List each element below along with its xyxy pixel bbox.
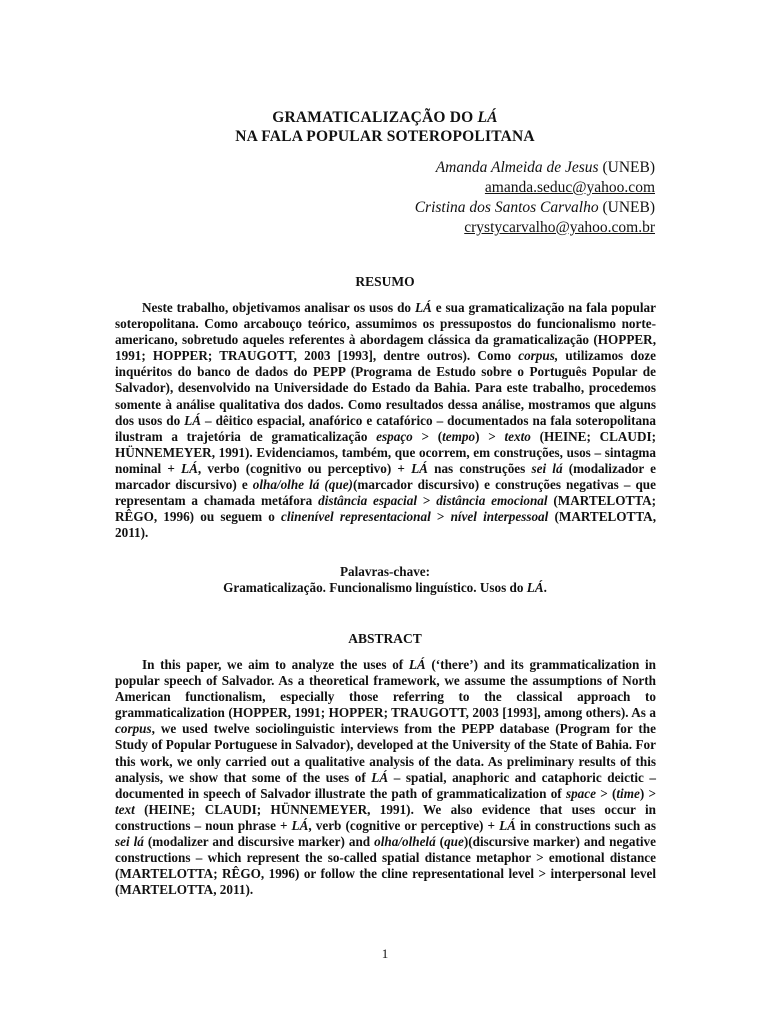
author-affiliation: (UNEB) (598, 159, 655, 176)
author-email[interactable]: crystycarvalho@yahoo.com.br (464, 219, 655, 236)
resumo-body (115, 300, 656, 541)
abstract-heading: ABSTRACT (348, 631, 422, 646)
page-number: 1 (381, 946, 389, 961)
title-italic-text: LÁ (477, 109, 498, 126)
keywords-line: Gramaticalização. Funcionalismo linguístico. Usos do LÁ. (223, 580, 547, 595)
author-affiliation: (UNEB) (598, 199, 655, 216)
author-email[interactable]: amanda.seduc@yahoo.com (484, 179, 655, 196)
authors-block (415, 158, 655, 238)
keywords-label: Palavras-chave: (339, 564, 431, 579)
author-name: Cristina dos Santos Carvalho (414, 199, 599, 216)
paper-title-line-1 (0, 109, 770, 127)
paper-title-line-2: NA FALA POPULAR SOTEROPOLITANA (235, 128, 535, 145)
resumo-heading: RESUMO (355, 274, 415, 289)
abstract-body (115, 657, 656, 898)
title-text: GRAMATICALIZAÇÃO DO (272, 109, 478, 126)
author-line (415, 198, 655, 218)
resumo-paragraph: Neste trabalho, objetivamos analisar os usos do LÁ e sua gramaticalização na fala popular soteropolitana. Como arcabouço teórico, assumimos os pressupostos do funcionalismo norte-americano, sobretudo aqueles referentes à abordagem clássica da gramaticalização (HOPPER, 1991; HOPPER; TRAUGOTT, 2003 [1993], dentre outros). Como corpus, utilizamos doze inquéritos do banco de dados do PEPP (Programa de Estudo sobre o Português Popular de Salvador), desenvolvido na Universidade do Estado da Bahia. Para este trabalho, procedemos somente à análise qualitativa dos dados. Como resultados dessa análise, mostramos que alguns dos usos do LÁ – dêitico espacial, anafórico e catafórico – documentados na fala soteropolitana ilustram a trajetória de gramaticalização espaço > (tempo) > texto (HEINE; CLAUDI; HÜNNEMEYER, 1991). Evidenciamos, também, que ocorrem, em construções, usos – sintagma nominal + LÁ, verbo (cognitivo ou perceptivo) + LÁ nas construções sei lá (modalizador e marcador discursivo) e olha/olhe lá (que)(marcador discursivo) e construções negativas – que representam a chamada metáfora distância espacial > distância emocional (MARTELOTTA; RÊGO, 1996) ou seguem o clinenível representacional > nível interpessoal (MARTELOTTA, 2011). (115, 300, 657, 541)
abstract-paragraph: In this paper, we aim to analyze the uses of LÁ (‘there’) and its grammaticalization in popular speech of Salvador. As a theoretical framework, we assume the assumptions of North American functionalism, especially those referring to the classical approach to grammaticalization (HOPPER, 1991; HOPPER; TRAUGOTT, 2003 [1993], among others). As a corpus, we used twelve sociolinguistic interviews from the PEPP database (Program for the Study of Popular Portuguese in Salvador), developed at the University of the State of Bahia. For this work, we only carried out a qualitative analysis of the data. As preliminary results of this analysis, we show that some of the uses of LÁ – spatial, anaphoric and cataphoric deictic – documented in speech of Salvador illustrate the path of grammaticalization of space > (time) > text (HEINE; CLAUDI; HÜNNEMEYER, 1991). We also evidence that uses occur in constructions – noun phrase + LÁ, verb (cognitive or perceptive) + LÁ in constructions such as sei lá (modalizer and discursive marker) and olha/olhelá (que)(discursive marker) and negative constructions – which represent the so-called spatial distance metaphor > emotional distance (MARTELOTTA; RÊGO, 1996) or follow the cline representational level > interpersonal level (MARTELOTTA, 2011). (115, 657, 657, 898)
author-line (415, 158, 655, 178)
author-name: Amanda Almeida de Jesus (435, 159, 599, 176)
